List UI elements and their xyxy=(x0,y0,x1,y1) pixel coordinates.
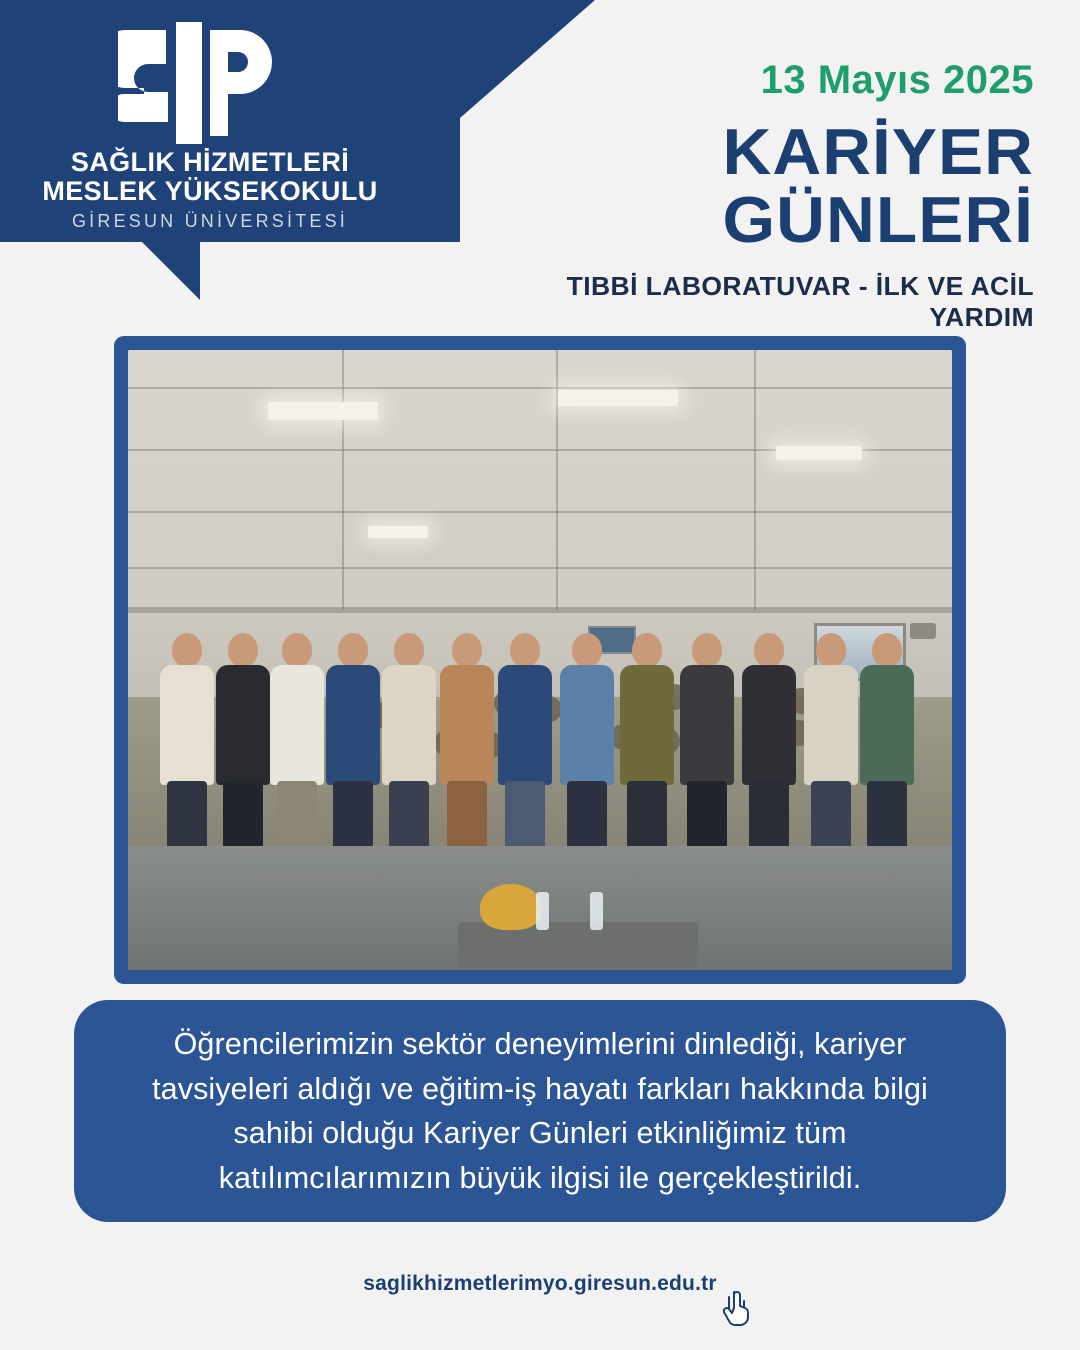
photo-frame xyxy=(114,336,966,984)
logo-line-2: MESLEK YÜKSEKOKULU xyxy=(42,176,378,207)
event-photo xyxy=(128,350,952,970)
logo-text-block xyxy=(0,148,420,232)
logo-line-1: SAĞLIK HİZMETLERİ xyxy=(70,147,350,177)
caption-box: Öğrencilerimizin sektör deneyimlerini dinlediği, kariyer tavsiyeleri aldığı ve eğitim-iş hayatı farkları hakkında bilgi sahibi olduğu Kariyer Günleri etkinliğimiz tüm katılımcılarımızın büyük ilgisi ile gerçekleştirildi. xyxy=(74,1000,1006,1222)
photo-table xyxy=(458,922,698,968)
event-subtitle: TIBBİ LABORATUVAR - İLK VE ACİL YARDIM xyxy=(566,270,1034,332)
ceiling-line xyxy=(754,350,756,610)
ceiling-line xyxy=(342,350,344,610)
ceiling-line xyxy=(128,511,952,513)
water-bottle xyxy=(536,892,549,930)
ceiling-line xyxy=(556,350,558,610)
ceiling-line xyxy=(128,387,952,389)
flower-arrangement xyxy=(480,884,542,930)
event-title: KARİYER GÜNLERİ xyxy=(722,115,1034,257)
ceiling-light xyxy=(558,390,678,406)
header-text-block xyxy=(474,60,1034,333)
ceiling-light xyxy=(368,526,428,538)
poster-header xyxy=(0,0,1080,332)
ceiling-light xyxy=(776,446,862,460)
ceiling-line xyxy=(128,567,952,569)
ceiling-light xyxy=(268,402,378,420)
shmyo-monogram-logo xyxy=(118,22,288,144)
logo-line-3: GİRESUN ÜNİVERSİTESİ xyxy=(71,211,349,232)
website-url[interactable]: saglikhizmetlerimyo.giresun.edu.tr xyxy=(363,1272,717,1295)
poster-footer xyxy=(0,1272,1080,1296)
event-date: 13 Mayıs 2025 xyxy=(760,58,1034,102)
pointing-hand-cursor-icon xyxy=(722,1288,756,1328)
wall-trim xyxy=(128,607,952,613)
water-bottle xyxy=(590,892,603,930)
